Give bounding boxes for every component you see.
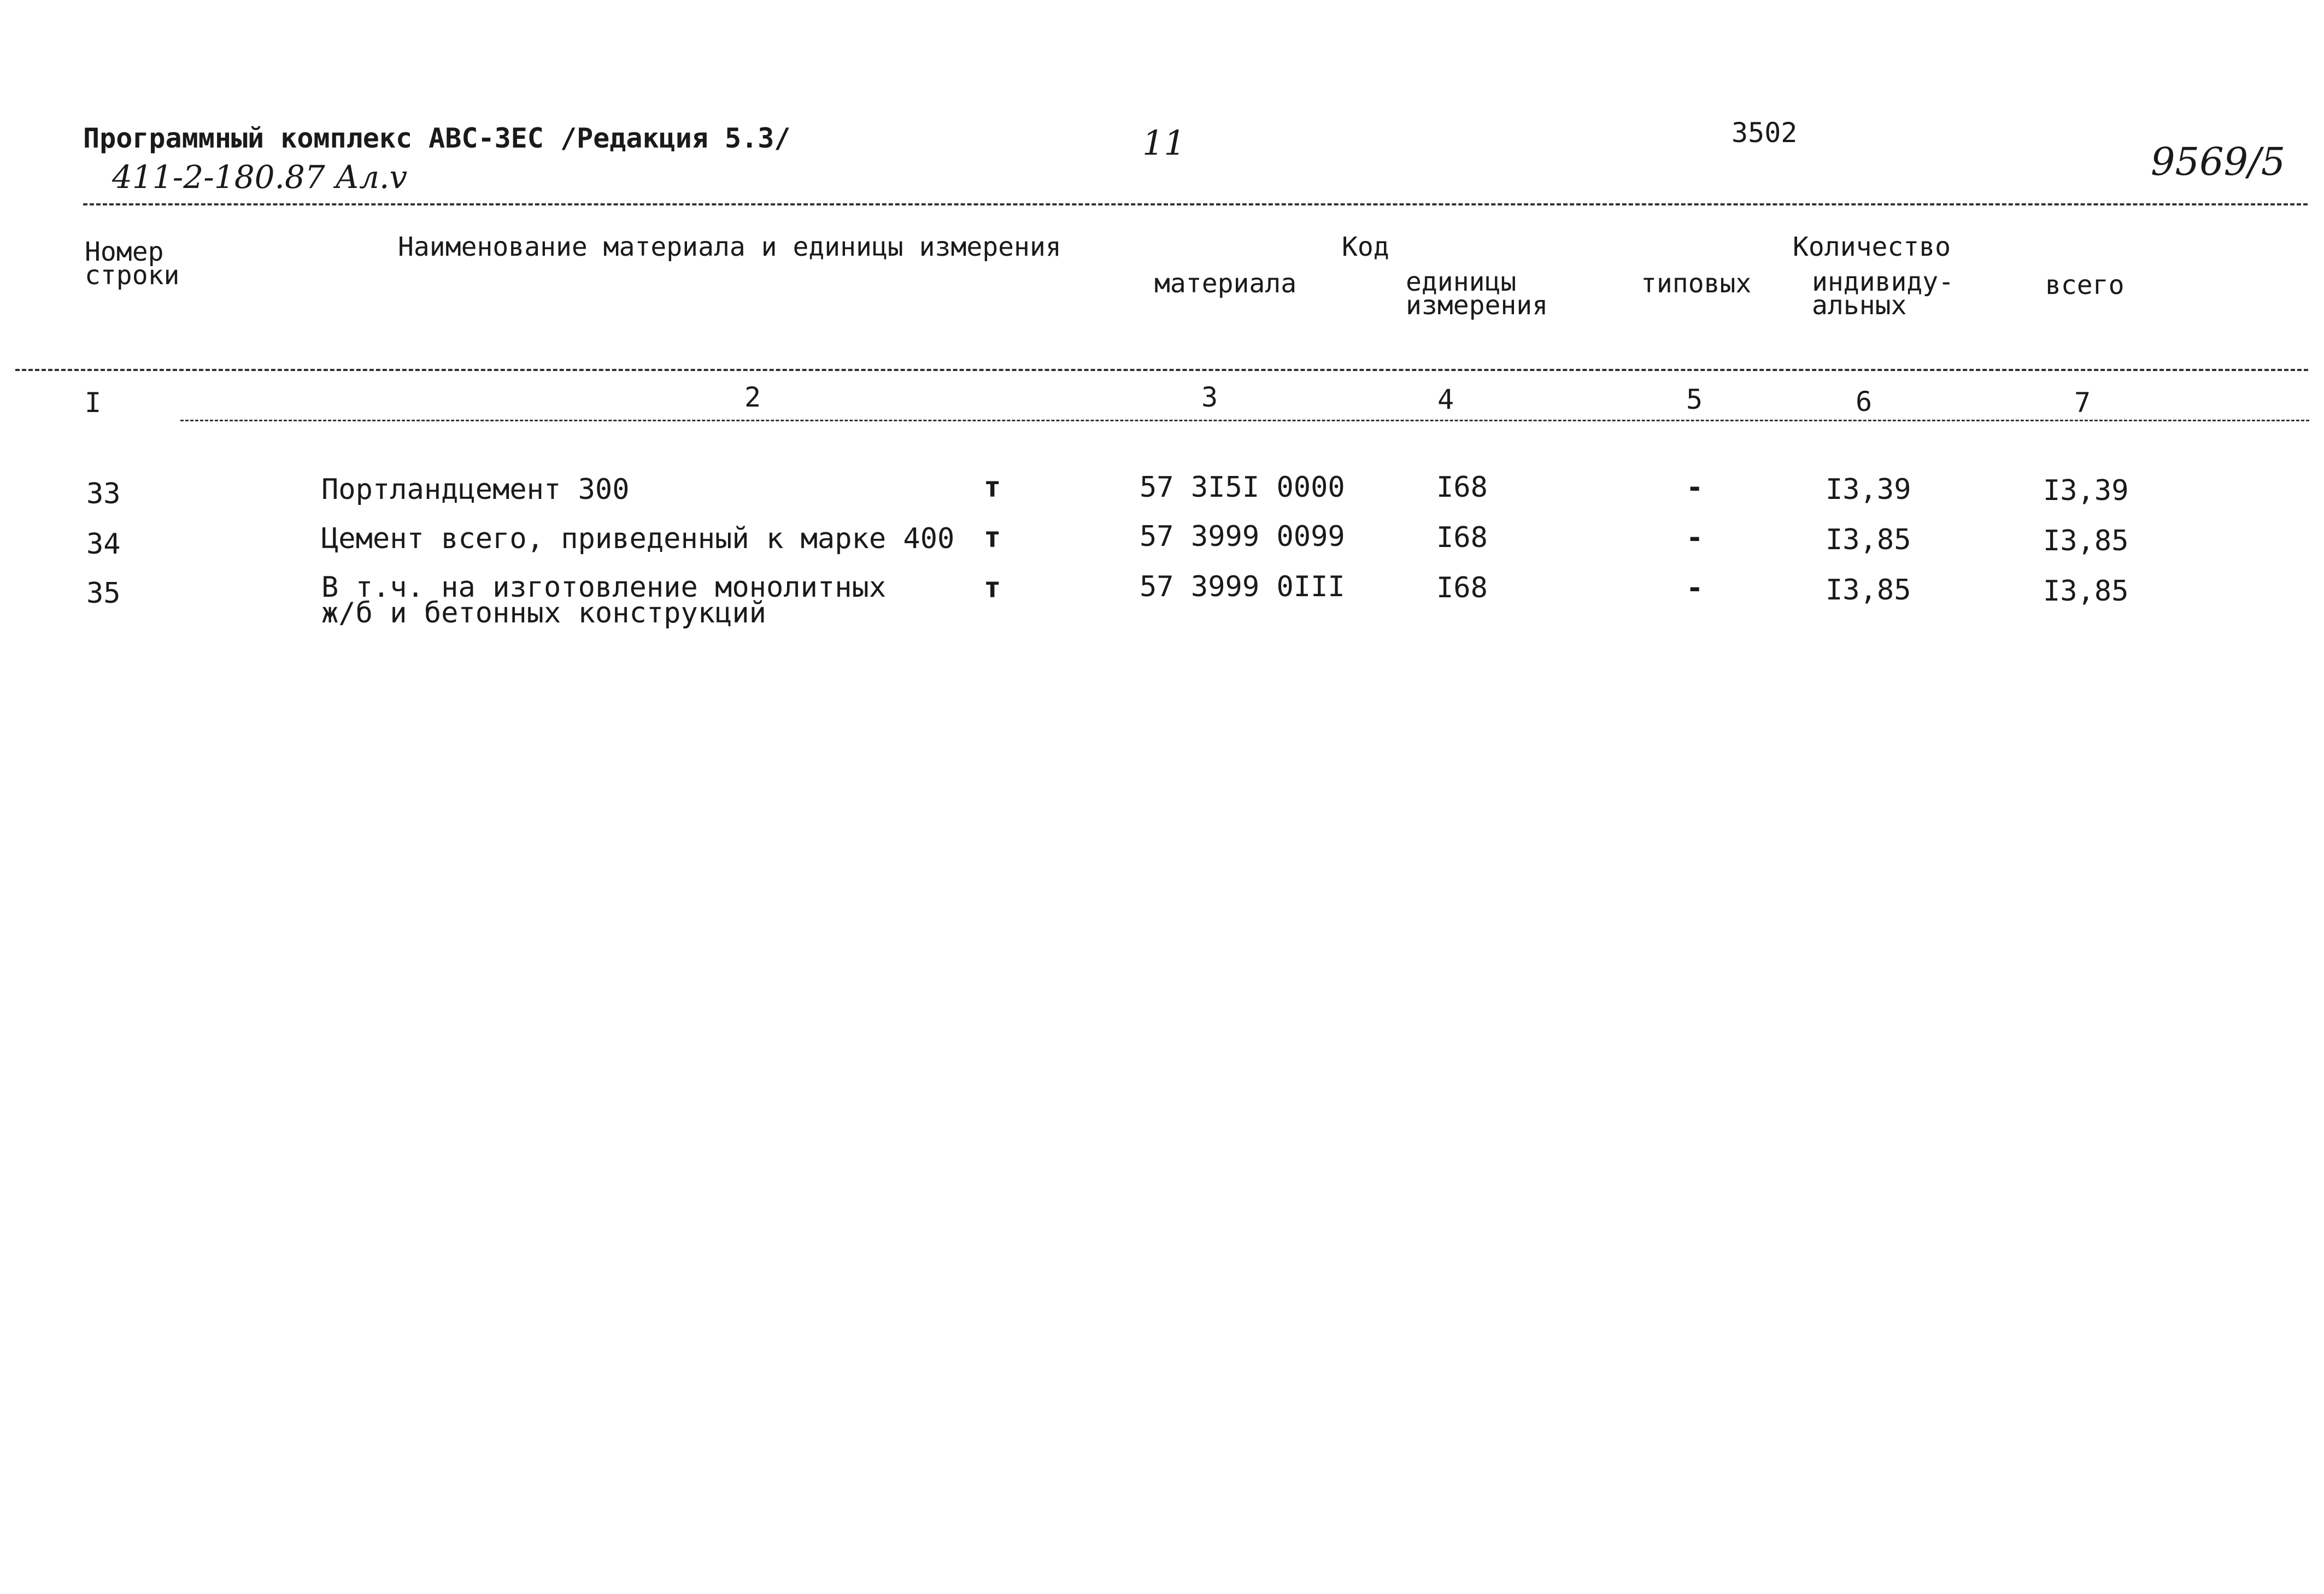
- unit: т: [984, 521, 1001, 554]
- individual-qty: I3,39: [1826, 473, 1911, 506]
- material-code: 57 3I5I 0000: [1140, 471, 1345, 504]
- total-qty: I3,39: [2043, 474, 2129, 507]
- header-code-group: Код: [1342, 232, 1389, 262]
- material-code: 57 3999 0099: [1140, 520, 1345, 553]
- total-qty: I3,85: [2043, 575, 2129, 608]
- unit: т: [984, 572, 1001, 604]
- row-number: 35: [86, 577, 121, 610]
- material-name: Портландцемент 300: [321, 473, 630, 506]
- individual-qty: I3,85: [1826, 574, 1911, 607]
- header-name: Наименование материала и единицы измерения: [398, 232, 1061, 262]
- column-number-7: 7: [2074, 387, 2091, 419]
- sheet-number: 9569/5: [2151, 139, 2286, 184]
- unit-code: I68: [1436, 572, 1488, 604]
- material-code: 57 3999 0III: [1140, 570, 1345, 603]
- typical-qty: -: [1686, 471, 1704, 504]
- header-code-material: материала: [1154, 268, 1297, 299]
- page-mark: 11: [1142, 123, 1186, 163]
- column-number-4: 4: [1437, 384, 1454, 415]
- header-quantity-group: Количество: [1793, 232, 1951, 262]
- program-header: Программный комплекс АВС-ЗЕС /Редакция 5.3/: [83, 122, 791, 154]
- material-name: В т.ч. на изготовление монолитных ж/б и бетонных конструкций: [321, 571, 887, 630]
- row-number: 33: [86, 478, 121, 510]
- header-rule: [83, 203, 2308, 205]
- header-row-number: Номер строки: [85, 237, 180, 291]
- column-number-1: I: [85, 387, 102, 419]
- row-number: 34: [86, 528, 121, 561]
- header-qty-individual: индивиду- альных: [1812, 267, 1955, 321]
- column-number-5: 5: [1686, 384, 1703, 415]
- center-number: 3502: [1732, 117, 1798, 149]
- column-header-rule: [15, 369, 2308, 371]
- column-number-6: 6: [1856, 386, 1873, 417]
- column-number-3: 3: [1201, 381, 1218, 413]
- header-code-unit: единицы измерения: [1406, 267, 1548, 321]
- typical-qty: -: [1686, 521, 1704, 554]
- document-code: 411-2-180.87 Ал.v: [112, 158, 408, 196]
- header-qty-total: всего: [2045, 270, 2125, 301]
- total-qty: I3,85: [2043, 525, 2129, 557]
- unit-code: I68: [1436, 471, 1488, 504]
- column-number-2: 2: [744, 381, 761, 413]
- header-qty-typical: типовых: [1641, 268, 1752, 299]
- material-name: Цемент всего, приведенный к марке 400: [321, 522, 955, 555]
- unit: т: [984, 471, 1001, 504]
- unit-code: I68: [1436, 521, 1488, 554]
- individual-qty: I3,85: [1826, 524, 1911, 556]
- typical-qty: -: [1686, 572, 1704, 604]
- column-number-rule: [180, 420, 2309, 421]
